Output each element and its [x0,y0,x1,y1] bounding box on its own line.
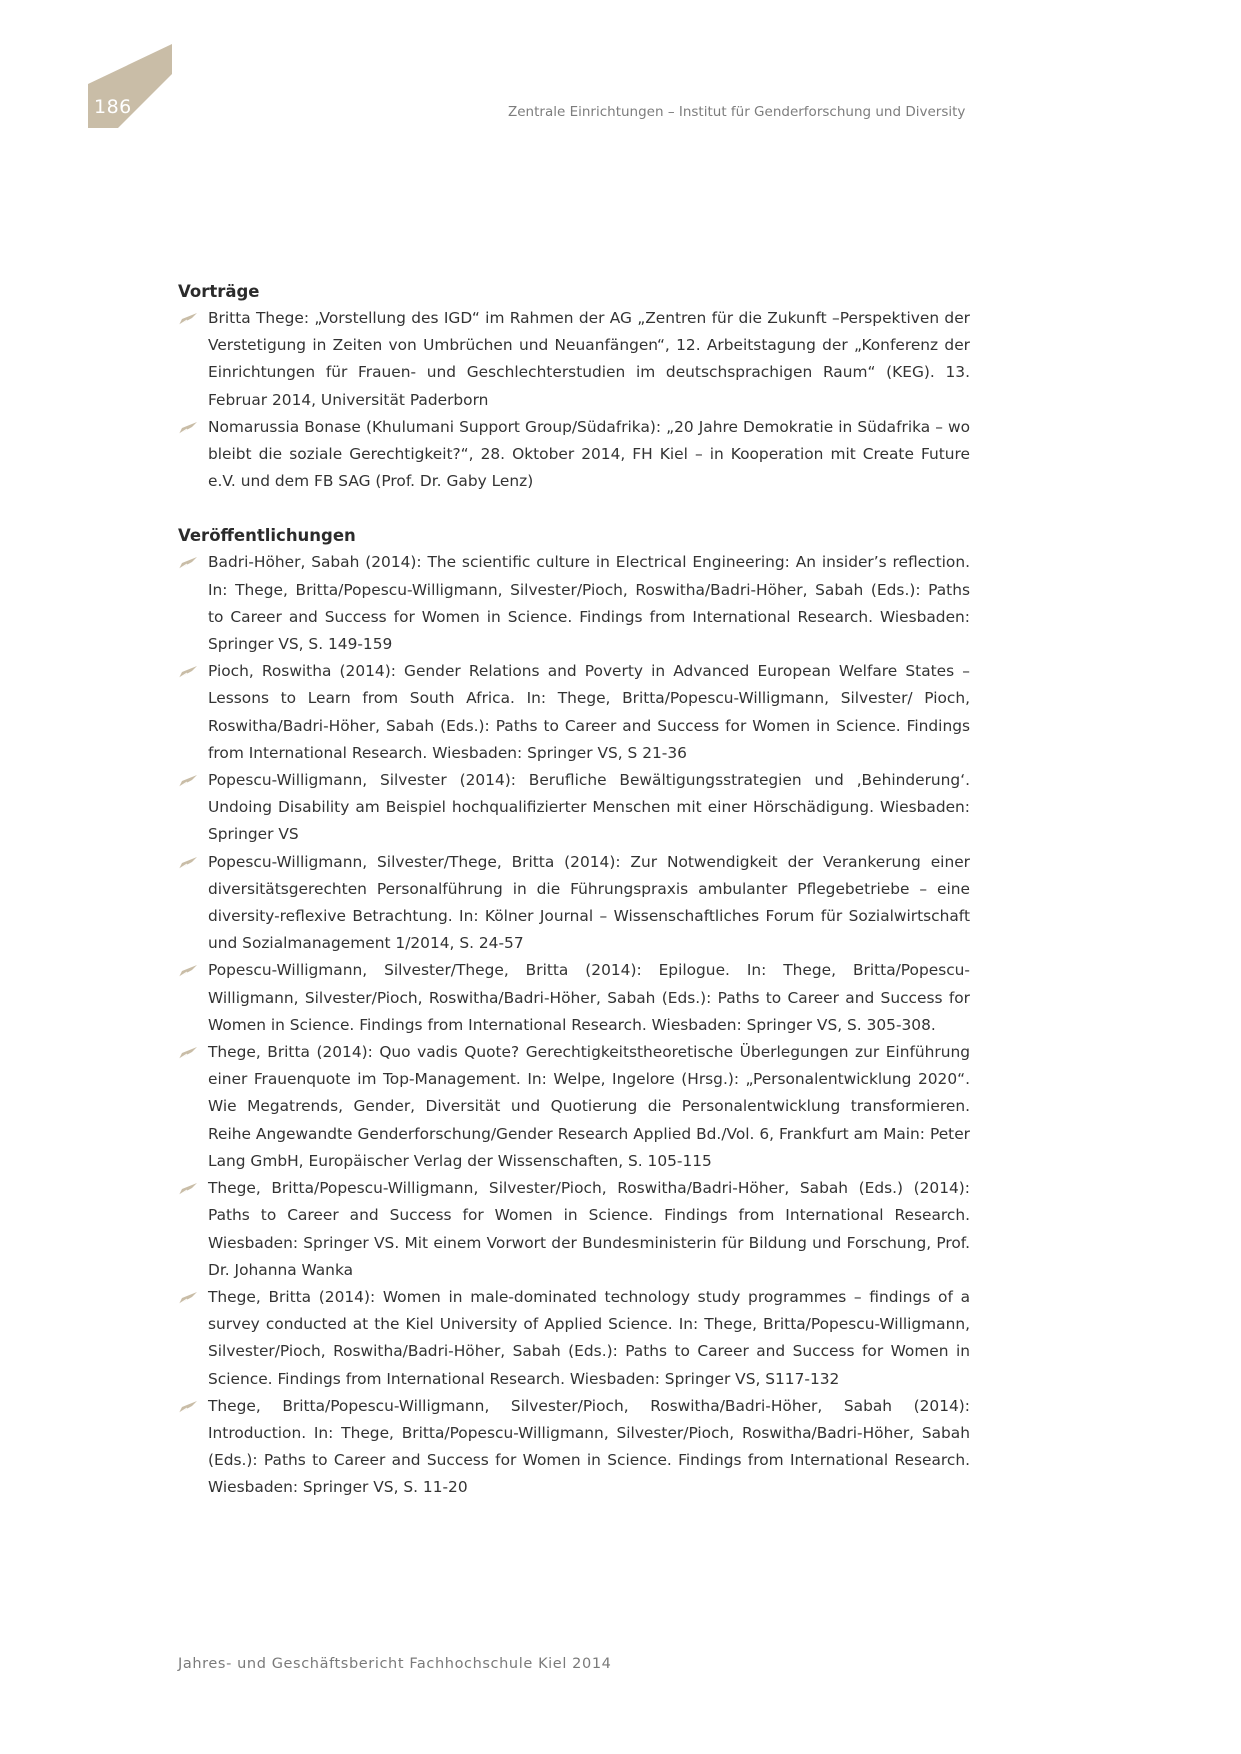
section-title: Veröffentlichungen [178,526,356,546]
entry-text: Thege, Britta/Popescu-Willigmann, Silvester/Pioch, Roswitha/Badri-Höher, Sabah (Eds.) (2014): Paths to Career and Success for Women in Science. Findings from International Research. Wiesbaden: Springer VS. Mit einem Vorwort der Bundesministerin für Bildung und Forschung, Prof. Dr. Johanna Wanka [208,1179,970,1279]
section-vortraege [178,278,970,495]
entry-text: Britta Thege: „Vorstellung des IGD“ im Rahmen der AG „Zentren für die Zukunft –Perspektiven der Verstetigung in Zeiten von Umbrüchen und Neuanfängen“, 12. Arbeitstagung der „Konferenz der Einrichtungen für Frauen- und Geschlechterstudien im deutschsprachigen Raum“ (KEG). 13. Februar 2014, Universität Paderborn [208,309,970,409]
pen-nib-bullet-icon [178,1291,198,1305]
pen-nib-bullet-icon [178,964,198,978]
entry-text: Thege, Britta (2014): Women in male-dominated technology study programmes – findings of a survey conducted at the Kiel University of Applied Science. In: Thege, Britta/Popescu-Willigmann, Silvester/Pioch, Roswitha/Badri-Höher, Sabah (Eds.): Paths to Career and Success for Women in Science. Findings from International Research. Wiesbaden: Springer VS, S117-132 [208,1287,970,1388]
entry-text: Popescu-Willigmann, Silvester (2014): Berufliche Bewältigungsstrategien und ‚Behinderung‘. Undoing Disability am Beispiel hochqualifizierter Menschen mit einer Hörschädigung. Wiesbaden: Springer VS [208,771,970,844]
list-item [178,1284,970,1393]
entry-text: Pioch, Roswitha (2014): Gender Relations and Poverty in Advanced European Welfare States – Lessons to Learn from South Africa. In: Thege, Britta/Popescu-Willigmann, Silvester/ Pioch, Roswitha/Badri-Höher, Sabah (Eds.): Paths to Career and Success for Women in Science. Findings from International Research. Wiesbaden: Springer VS, S 21-36 [208,662,970,762]
entry-text: Popescu-Willigmann, Silvester/Thege, Britta (2014): Epilogue. In: Thege, Britta/Popescu-Willigmann, Silvester/Pioch, Roswitha/Badri-Höher, Sabah (Eds.): Paths to Career and Success for Women in Science. Findings from International Research. Wiesbaden: Springer VS, S. 305-308. [208,961,970,1034]
pen-nib-bullet-icon [178,856,198,870]
list-item [178,1039,970,1175]
pen-nib-bullet-icon [178,1046,198,1060]
page-footer: Jahres- und Geschäftsbericht Fachhochschule Kiel 2014 [178,1656,612,1672]
pen-nib-bullet-icon [178,774,198,788]
main-content [178,278,970,1529]
pen-nib-bullet-icon [178,556,198,570]
entry-text: Thege, Britta (2014): Quo vadis Quote? Gerechtigkeitstheoretische Überlegungen zur Einführung einer Frauenquote im Top-Management. In: Welpe, Ingelore (Hrsg.): „Personalentwicklung 2020“. Wie Megatrends, Gender, Diversität und Quotierung die Personalentwicklung transformieren. Reihe Angewandte Genderforschung/Gender Research Applied Bd./Vol. 6, Frankfurt am Main: Peter Lang GmbH, Europäischer Verlag der Wissenschaften, S. 105-115 [208,1043,970,1170]
list-item [178,957,970,1039]
page-number: 186 [94,96,132,118]
pen-nib-bullet-icon [178,421,198,435]
list-item [178,1393,970,1502]
entry-text: Thege, Britta/Popescu-Willigmann, Silvester/Pioch, Roswitha/Badri-Höher, Sabah (2014): Introduction. In: Thege, Britta/Popescu-Willigmann, Silvester/Pioch, Roswitha/Badri-Höher, Sabah (Eds.): Paths to Career and Success for Women in Science. Findings from International Research. Wiesbaden: Springer VS, S. 11-20 [208,1396,970,1497]
pen-nib-bullet-icon [178,665,198,679]
section-veroeffentlichungen [178,522,970,1501]
entry-text: Badri-Höher, Sabah (2014): The scientific culture in Electrical Engineering: An insider’s reflection. In: Thege, Britta/Popescu-Willigmann, Silvester/Pioch, Roswitha/Badri-Höher, Sabah (Eds.): Paths to Career and Success for Women in Science. Findings from International Research. Wiesbaden: Springer VS, S. 149-159 [208,553,970,654]
entry-text: Nomarussia Bonase (Khulumani Support Group/Südafrika): „20 Jahre Demokratie in Südafrika – wo bleibt die soziale Gerechtigkeit?“, 28. Oktober 2014, FH Kiel – in Kooperation mit Create Future e.V. und dem FB SAG (Prof. Dr. Gaby Lenz) [208,417,970,491]
list-item [178,549,970,658]
list-item [178,1175,970,1284]
list-item [178,305,970,414]
pen-nib-bullet-icon [178,312,198,326]
section-title: Vorträge [178,282,260,301]
list-item [178,849,970,958]
list-item [178,767,970,849]
list-item [178,658,970,767]
list-item [178,414,970,496]
pen-nib-bullet-icon [178,1182,198,1196]
pen-nib-bullet-icon [178,1400,198,1414]
entry-text: Popescu-Willigmann, Silvester/Thege, Britta (2014): Zur Notwendigkeit der Verankerung einer diversitätsgerechten Personalführung in die Führungspraxis ambulanter Pflegebetriebe – eine diversity-reflexive Betrachtung. In: Kölner Journal – Wissenschaftliches Forum für Sozialwirtschaft und Sozialmanagement 1/2014, S. 24-57 [208,852,970,953]
running-header: Zentrale Einrichtungen – Institut für Genderforschung und Diversity [508,104,966,120]
